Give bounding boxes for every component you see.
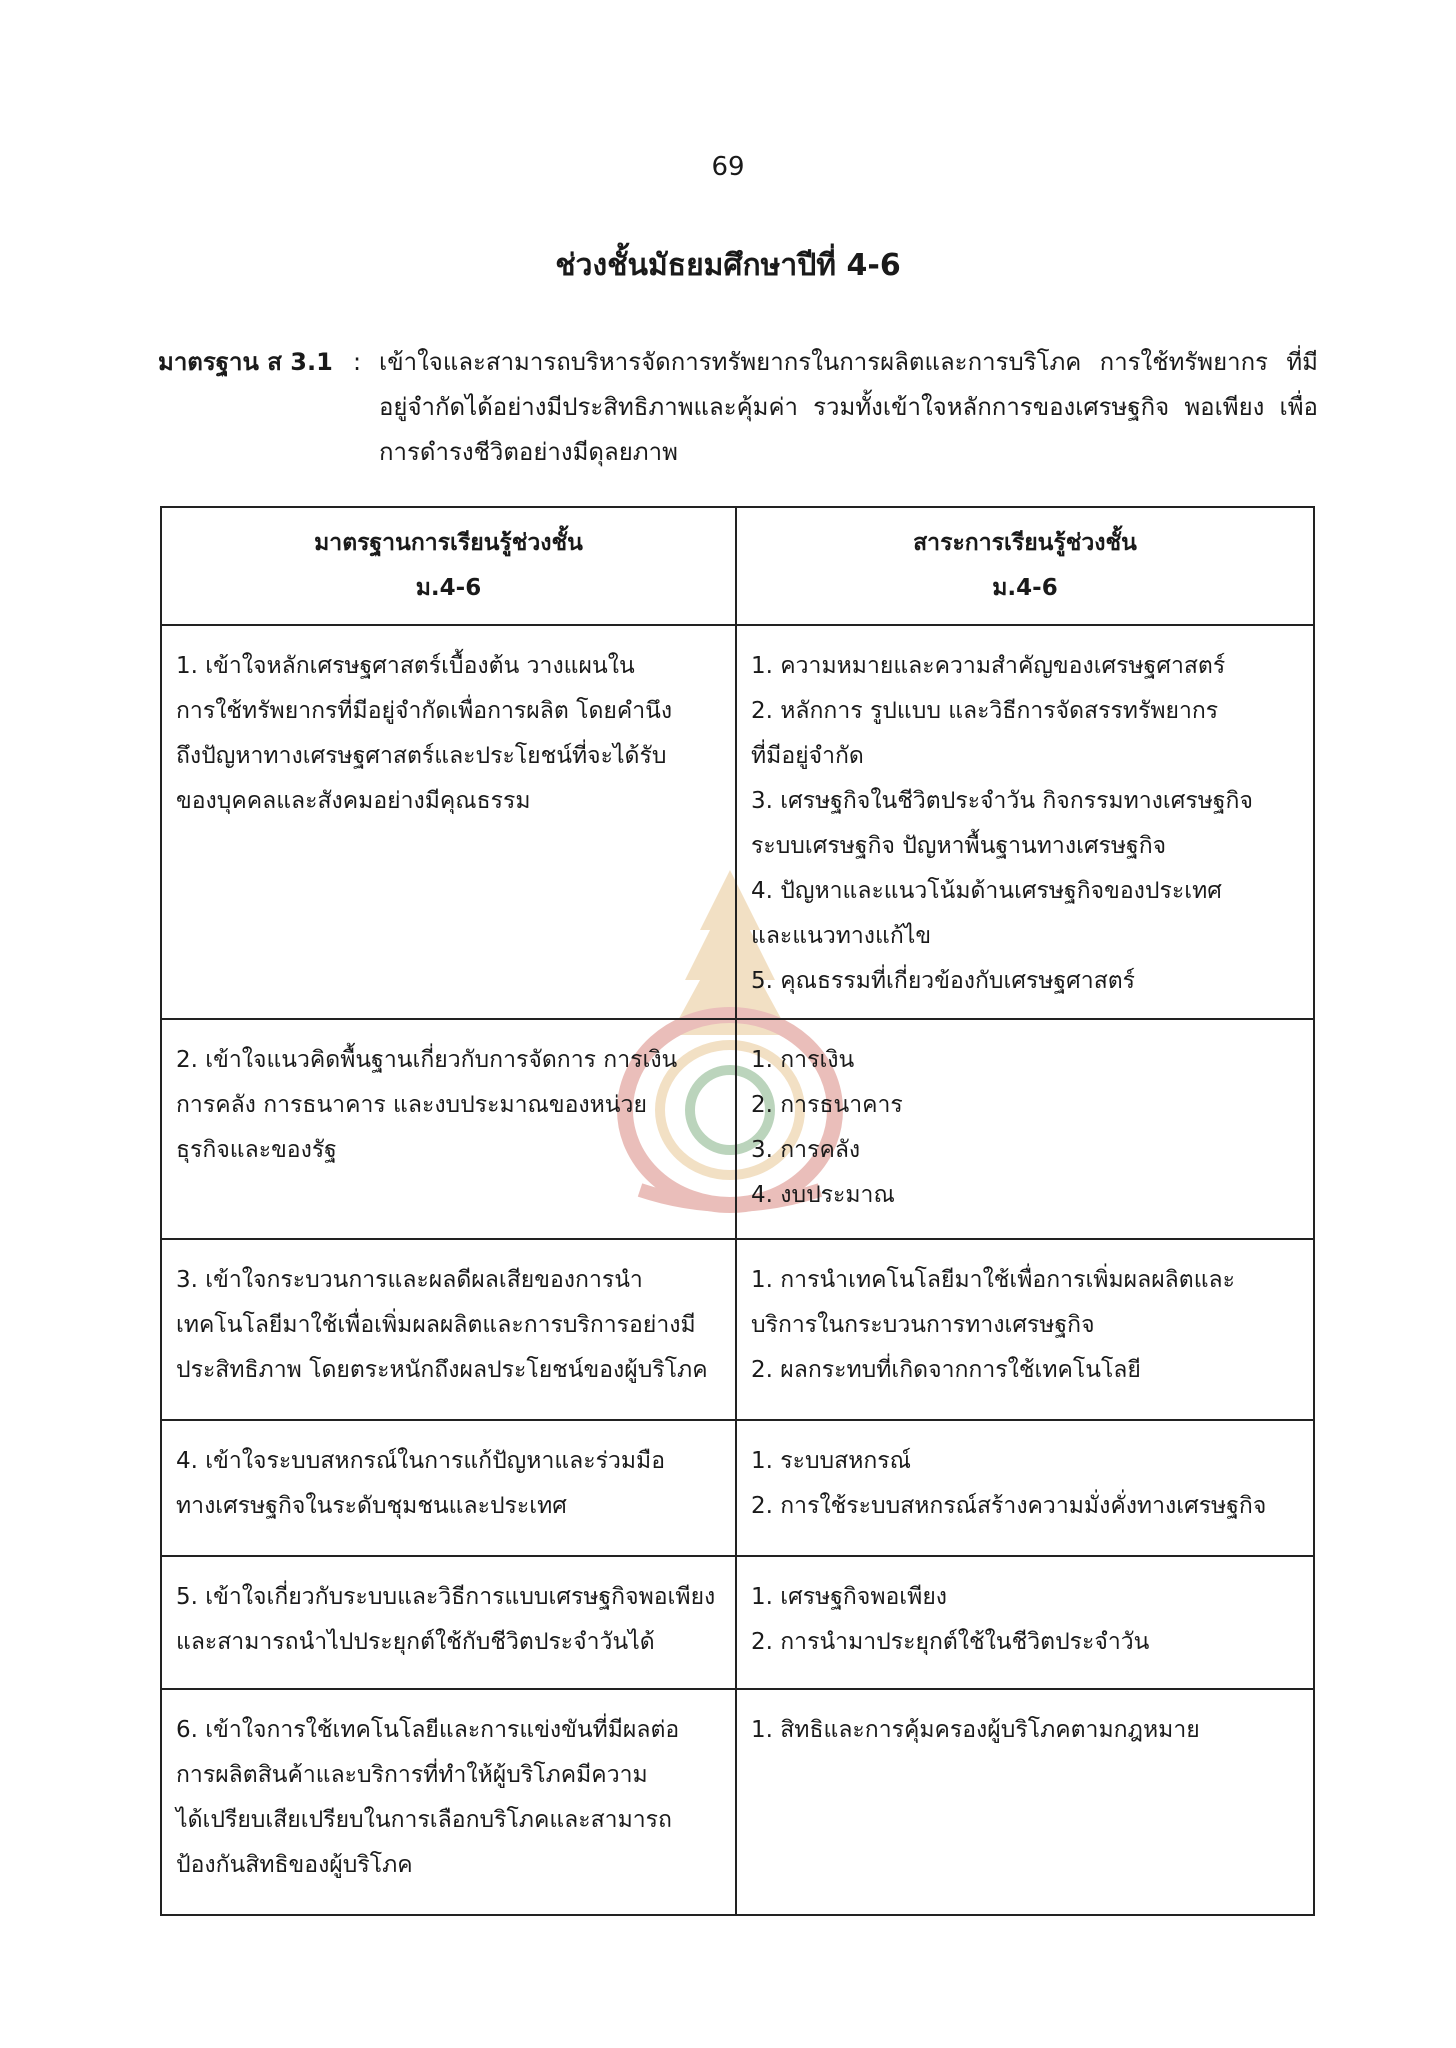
standard-description: [379, 340, 1318, 475]
page-title: ช่วงชั้นมัธยมศึกษาปีที่ 4-6: [555, 248, 901, 283]
table-row: [161, 1019, 1314, 1239]
standard-label: มาตรฐาน ส 3.1: [158, 348, 333, 376]
content-cell: 1. สิทธิและการคุ้มครองผู้บริโภคตามกฎหมาย: [736, 1689, 1314, 1915]
table-row: [161, 625, 1314, 1019]
standard-cell: 5. เข้าใจเกี่ยวกับระบบและวิธีการแบบเศรษฐกิจพอเพียง และสามารถนำไปประยุกต์ใช้กับชีวิตประจำวันได้: [161, 1556, 736, 1689]
content-cell: 1. การเงิน 2. การธนาคาร 3. การคลัง 4. งบประมาณ: [736, 1019, 1314, 1239]
content-cell: 1. ความหมายและความสำคัญของเศรษฐศาสตร์ 2. หลักการ รูปแบบ และวิธีการจัดสรรทรัพยากร ที่มีอยู่จำกัด 3. เศรษฐกิจในชีวิตประจำวัน กิจกรรมทางเศรษฐกิจ ระบบเศรษฐกิจ ปัญหาพื้นฐานทางเศรษฐกิจ 4. ปัญหาและแนวโน้มด้านเศรษฐกิจของประเทศ และแนวทางแก้ไข 5. คุณธรรมที่เกี่ยวข้องกับเศรษฐศาสตร์: [736, 625, 1314, 1019]
content-cell: 1. เศรษฐกิจพอเพียง 2. การนำมาประยุกต์ใช้ในชีวิตประจำวัน: [736, 1556, 1314, 1689]
standard-statement: [158, 340, 1318, 475]
standard-cell: 1. เข้าใจหลักเศรษฐศาสตร์เบื้องต้น วางแผนใน การใช้ทรัพยากรที่มีอยู่จำกัดเพื่อการผลิต โดยคำนึง ถึงปัญหาทางเศรษฐศาสตร์และประโยชน์ที่จะได้รับ ของบุคคลและสังคมอย่างมีคุณธรรม: [161, 625, 736, 1019]
table-row: [161, 1420, 1314, 1556]
standard-line: ที่มีอยู่จำกัดได้อย่างมีประสิทธิภาพและคุ้มค่า รวมทั้งเข้าใจหลักการของเศรษฐกิจ: [379, 348, 1318, 421]
header-learning-standard: มาตรฐานการเรียนรู้ช่วงชั้น ม.4-6: [161, 507, 736, 625]
header-learning-content: สาระการเรียนรู้ช่วงชั้น ม.4-6: [736, 507, 1314, 625]
standard-line: เข้าใจและสามารถบริหารจัดการทรัพยากรในการผลิตและการบริโภค การใช้ทรัพยากร: [379, 348, 1269, 376]
table-row: [161, 1239, 1314, 1420]
standard-line: พอเพียง เพื่อการดำรงชีวิตอย่างมีดุลยภาพ: [379, 393, 1318, 466]
curriculum-table: [160, 506, 1315, 1916]
table-row: [161, 1689, 1314, 1915]
content-cell: 1. ระบบสหกรณ์ 2. การใช้ระบบสหกรณ์สร้างความมั่งคั่งทางเศรษฐกิจ: [736, 1420, 1314, 1556]
standard-cell: 3. เข้าใจกระบวนการและผลดีผลเสียของการนำ เทคโนโลยีมาใช้เพื่อเพิ่มผลผลิตและการบริการอย่างมี ประสิทธิภาพ โดยตระหนักถึงผลประโยชน์ของผู้บริโภค: [161, 1239, 736, 1420]
content-cell: 1. การนำเทคโนโลยีมาใช้เพื่อการเพิ่มผลผลิตและ บริการในกระบวนการทางเศรษฐกิจ 2. ผลกระทบที่เกิดจากการใช้เทคโนโลยี: [736, 1239, 1314, 1420]
table-header-row: [161, 507, 1314, 625]
standard-cell: 4. เข้าใจระบบสหกรณ์ในการแก้ปัญหาและร่วมมือ ทางเศรษฐกิจในระดับชุมชนและประเทศ: [161, 1420, 736, 1556]
standard-cell: 6. เข้าใจการใช้เทคโนโลยีและการแข่งขันที่มีผลต่อ การผลิตสินค้าและบริการที่ทำให้ผู้บริโภคมีความ ได้เปรียบเสียเปรียบในการเลือกบริโภคและสามารถ ป้องกันสิทธิของผู้บริโภค: [161, 1689, 736, 1915]
standard-cell: 2. เข้าใจแนวคิดพื้นฐานเกี่ยวกับการจัดการ การเงิน การคลัง การธนาคาร และงบประมาณของหน่วย ธุรกิจและของรัฐ: [161, 1019, 736, 1239]
standard-separator: :: [353, 348, 362, 376]
table-row: [161, 1556, 1314, 1689]
page-number: 69: [711, 152, 745, 182]
